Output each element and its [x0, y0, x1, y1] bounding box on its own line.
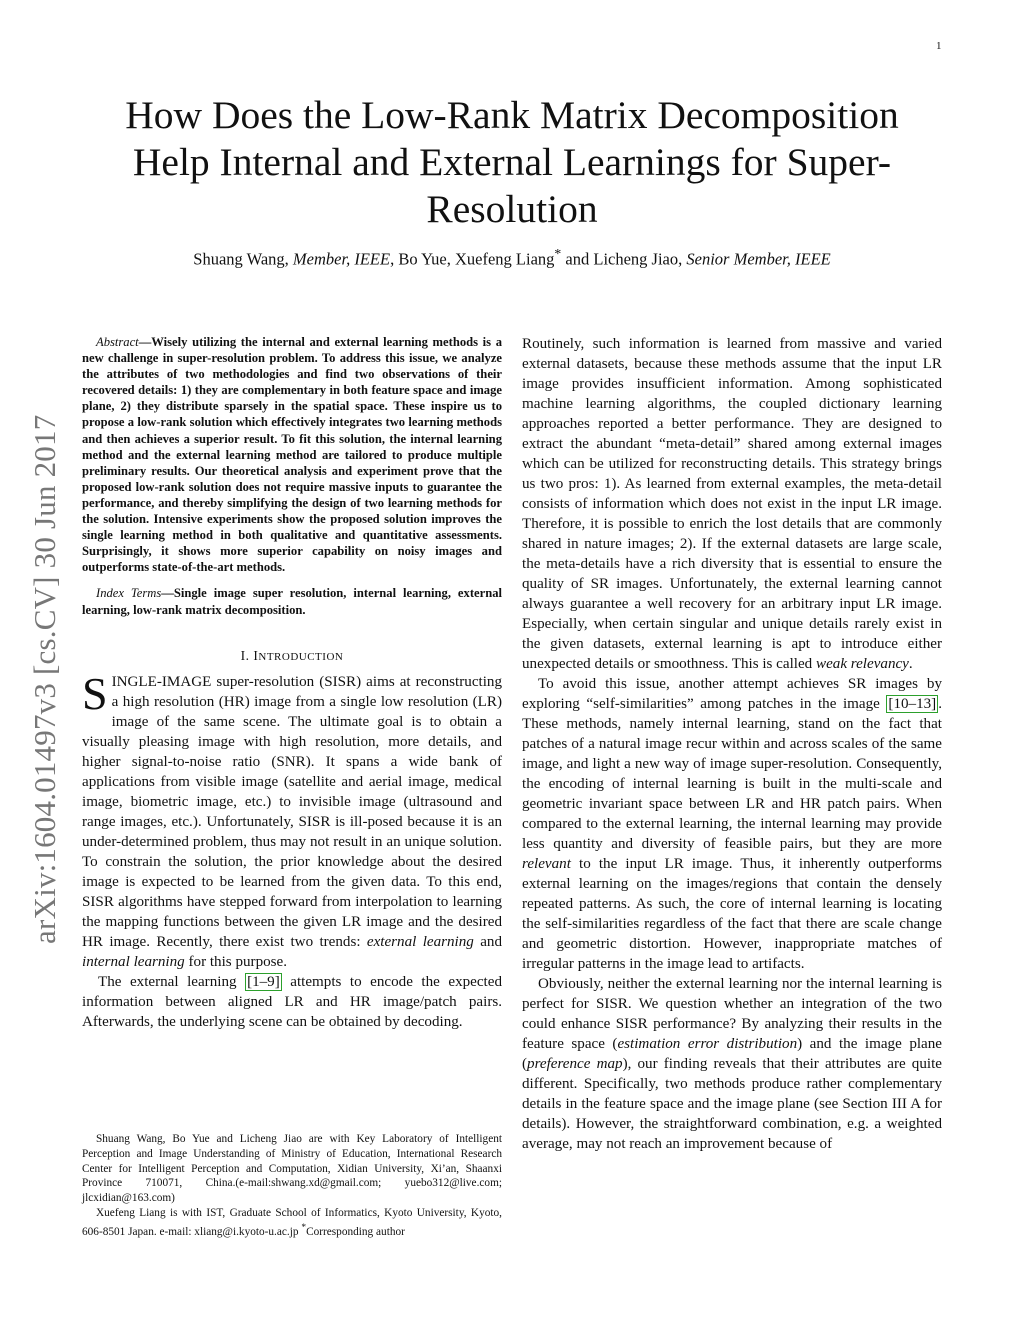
page-number: 1 [936, 40, 942, 52]
intro-paragraph-2 [82, 972, 502, 1032]
intro-text: super-resolution (SISR) aims at reconstructing a high resolution (HR) image from a single low resolution (LR) image of the same scene. The ultimate goal is to obtain a visually pleasing image with high resolution, more details, and higher signal-to-noise ratio (SNR). It spans a wide bank of applications from visible image (satellite and aerial image, medical image, biometric image, etc.) to invisible image (ultrasound and range images, etc.). Unfortunately, SISR is ill-posed because it is an under-determined problem, thus may not result in an unique solution. To constrain the solution, the prior knowledge about the desired image is expected to be learned from the given data. To this end, SISR algorithms have stepped forward from interpolation to learning the mapping functions between the given LR image and the desired HR image. Recently, there exist two trends: [82, 673, 502, 950]
rp2-mid: . These methods, namely internal learning, stand on the fact that patches of a natural image recur within and across scales of the same image, and light a new way of image super-resolution. Consequently, the encoding of internal learning is built in the multi-scale and geometric invariant space between LR and HR patch pairs. When compared to the external learning, the internal learning may provide less quantity and diversity of feasible pairs, but they are more [522, 696, 942, 852]
p2-post: attempts to encode the expected information between aligned LR and HR image/patch pairs. Afterwards, the underlying scene can be obtained by decoding. [82, 973, 502, 1030]
rp1-end: . [908, 656, 913, 672]
author-1-role: Member, IEEE [292, 249, 391, 269]
rp2-pre: To avoid this issue, another attempt achieves SR images by exploring “self-similarities” among patches in the image [522, 676, 942, 712]
section-heading-first: I [253, 647, 259, 663]
corresponding-mark: * [554, 246, 562, 261]
p2-pre: The external learning [98, 973, 246, 990]
right-paragraph-3 [522, 974, 942, 1154]
index-terms-label: Index Terms [96, 586, 162, 601]
citation-link[interactable]: [1–9] [247, 973, 280, 990]
author-1: Shuang Wang, [193, 249, 289, 269]
term-internal-learning: internal learning [82, 953, 185, 970]
footnote-2-end: Corresponding author [306, 1225, 405, 1238]
index-terms-text: —Single image super resolution, internal learning, external learning, low-rank matrix decomposition. [82, 586, 502, 617]
footnote-star: * [301, 1222, 307, 1233]
abstract [82, 334, 502, 575]
index-terms [82, 585, 502, 617]
abstract-text: —Wisely utilizing the internal and external learning methods is a new challenge in super-resolution problem. To address this issue, we analyze the attributes of two methodologies and find two observations of their recovered details: 1) they are complementary in both feature space and image plane, 2) they distribute sparsely in the spatial space. These inspire us to propose a low-rank solution which effectively integrates two learning methods and then achieves a superior result. To fit this solution, the internal learning method and the external learning method are tailored to produce multiple preliminary results. Our theoretical analysis and experiment prove that the proposed low-rank solution does not require massive inputs to guarantee the performance, and thereby simplifying the design of two learning methods for the solution. Intensive experiments show the proposed solution improves the single learning method in both qualitative and quantitative assessments. Surprisingly, it shows more superior capability on noisy images and outperforms state-of-the-art methods. [82, 335, 502, 575]
author-4: and Licheng Jiao, [561, 249, 683, 269]
term-relevant: relevant [522, 856, 571, 872]
rp2-end: to the input LR image. Thus, it inherently outperforms external learning on the images/regions that contain the densely repeated patterns. As such, the core of internal learning is locating the self-similarities regardless of the fact that there are scale change and geometric distortion. However, inappropriate matches of irregular patterns in the image lead to artifacts. [522, 856, 942, 972]
author-4-role: Senior Member, IEEE [686, 249, 831, 269]
footnote-affiliation-1: Shuang Wang, Bo Yue and Licheng Jiao are with Key Laboratory of Intelligent Perception and Image Understanding of Ministry of Education, International Research Center for Intelligent Perception and Computation, Xidian University, Xi’an, Shaanxi Province 710071, China.(e-mail:shwang.xd@gmail.com; yuebo312@live.com; jlcxidian@163.com) [82, 1133, 502, 1205]
rp3-pre: Obviously, neither the external learning nor the internal learning is perfect for SISR. We question whether an integration of the two could enhance SISR performance? By analyzing their results in the feature space ( [522, 976, 942, 1052]
section-heading-rest: NTRODUCTION [258, 650, 344, 663]
section-heading-introduction [82, 648, 502, 664]
intro-end: for this purpose. [184, 953, 288, 970]
intro-mid: and [473, 933, 502, 950]
paper-title: How Does the Low-Rank Matrix Decomposition Help Internal and External Learnings for Super-Resolution [125, 93, 899, 231]
term-weak-relevancy: weak relevancy [816, 656, 909, 672]
rp3-end: ), our finding reveals that their attributes are quite different. Specifically, two methods produce rather complementary details in the feature space and the image plane (see Section III A for details). However, the straightforward combination, e.g. a weighted average, may not reach an improvement because of [522, 1056, 942, 1152]
footnotes [82, 1132, 502, 1239]
right-paragraph-2 [522, 674, 942, 974]
rp1-text: Routinely, such information is learned from massive and varied external datasets, because these methods assume that the input LR image provides insufficient information. Among sophisticated machine learning algorithms, the coupled dictionary learning approaches reported a better performance. They are designed to extract the abundant “meta-detail” shared among external images which can be utilized for reconstructing details. This strategy brings us two pros: 1). As learned from external examples, the meta-detail consists of information which does not exist in the input LR image. Therefore, it is possible to enrich the lost details that are commonly shared in nature images; 2). If the external datasets are large scale, the meta-details have a rich diversity that is essential to ensure the quality of SR images. Unfortunately, the external learning cannot always guarantee a well recovery for an arbitrary input LR image. Especially, when certain singular and unique details rarely exist in the given datasets, external learning is apt to introduce either unexpected details or smoothness. This is called [522, 336, 942, 672]
right-paragraph-1 [522, 334, 942, 674]
intro-paragraph-1 [82, 667, 502, 972]
arxiv-identifier: arXiv:1604.01497v3 [cs.CV] 30 Jun 2017 [27, 414, 62, 944]
author-line [100, 244, 924, 270]
footnote-2-text: Xuefeng Liang is with IST, Graduate School of Informatics, Kyoto University, Kyoto, 606-8501 Japan. e-mail: xliang@i.kyoto-u.ac.jp [82, 1206, 502, 1238]
intro-lead: INGLE-IMAGE [111, 673, 212, 690]
term-preference-map: preference map [527, 1056, 623, 1072]
drop-cap: S [82, 667, 108, 719]
left-column [82, 334, 502, 1032]
authors-middle: , Bo Yue, Xuefeng Liang [390, 249, 555, 269]
term-estimation-error-distribution: estimation error distribution [617, 1036, 798, 1052]
term-external-learning: external learning [366, 933, 474, 950]
abstract-label: Abstract [96, 335, 139, 349]
section-numeral: I. [240, 647, 250, 663]
citation-link[interactable]: [10–13] [888, 696, 937, 712]
footnote-affiliation-2 [82, 1206, 502, 1239]
rp3-mid: ) and the image plane ( [522, 1036, 943, 1072]
right-column [522, 334, 942, 1154]
